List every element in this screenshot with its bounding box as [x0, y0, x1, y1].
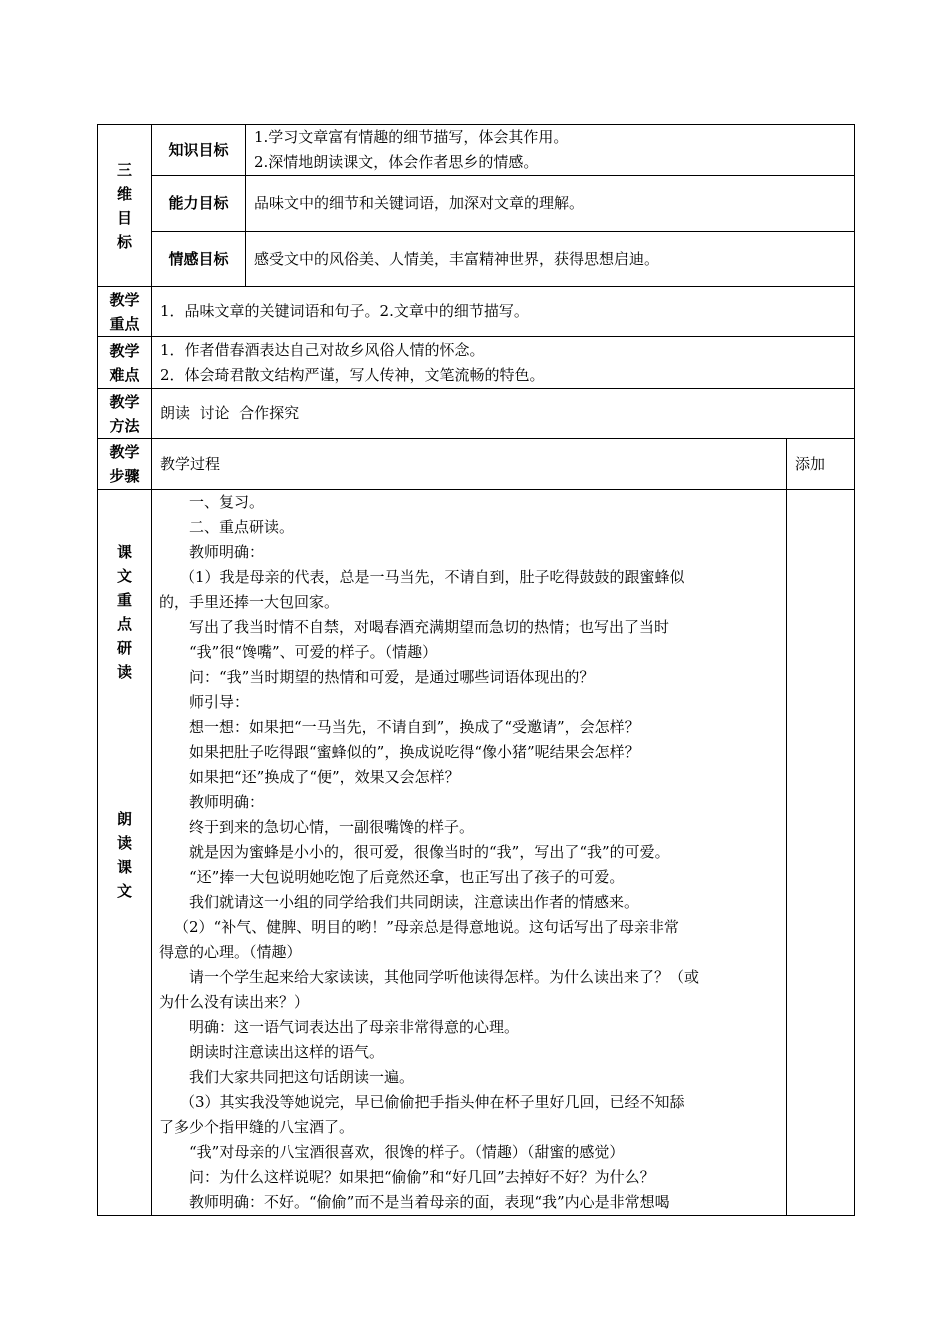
methods-label	[98, 389, 152, 439]
knowledge-objective-line: 1.学习文章富有情趣的细节描写，体会其作用。	[254, 128, 569, 146]
knowledge-objective-content	[246, 125, 855, 176]
steps-label-part: 教学	[109, 443, 140, 461]
steps-label-part: 步骤	[109, 467, 140, 485]
process-line: 请一个学生起来给大家读读，其他同学听他读得怎样。为什么读出来了？（或	[189, 968, 700, 986]
key-points-row	[98, 287, 855, 337]
key-points-content	[152, 287, 855, 337]
side-label-char: 文	[116, 567, 132, 585]
steps-label	[98, 439, 152, 490]
knowledge-objective-label: 知识目标	[152, 125, 246, 176]
objectives-label-char: 目	[116, 208, 132, 227]
side-label-char: 朗	[116, 810, 132, 828]
methods-row	[98, 389, 855, 439]
process-line: 我们大家共同把这句话朗读一遍。	[189, 1068, 415, 1086]
objectives-label-char: 维	[116, 184, 132, 203]
lesson-plan-page	[97, 124, 854, 1212]
difficulties-content	[152, 337, 855, 389]
process-line: 师引导：	[189, 693, 250, 711]
process-line: “我”很“馋嘴”、可爱的样子。（情趣）	[189, 643, 438, 661]
process-line: “我”对母亲的八宝酒很喜欢，很馋的样子。（情趣）（甜蜜的感觉）	[189, 1143, 625, 1161]
process-line: （3）其实我没等她说完，早已偷偷把手指头伸在杯子里好几回，已经不知舔	[180, 1093, 685, 1111]
emotion-objective-content	[246, 232, 855, 287]
objective-row-knowledge	[98, 125, 855, 176]
process-line: 的，手里还捧一大包回家。	[159, 593, 340, 611]
process-line: （2）“补气、健脾、明目的哟！”母亲总是得意地说。这句话写出了母亲非常	[174, 918, 679, 936]
objectives-label-char: 标	[116, 232, 132, 251]
process-line: 为什么没有读出来？）	[159, 993, 310, 1011]
knowledge-objective-line: 2.深情地朗读课文，体会作者思乡的情感。	[254, 153, 539, 171]
steps-header-row	[98, 439, 855, 490]
process-line: 了多少个指甲缝的八宝酒了。	[159, 1118, 355, 1136]
side-label-study	[98, 540, 151, 684]
side-label-char: 课	[116, 543, 132, 561]
process-line: 我们就请这一小组的同学给我们共同朗读，注意读出作者的情感来。	[189, 893, 640, 911]
process-line: 朗读时注意读出这样的语气。	[189, 1043, 385, 1061]
process-line: 问：“我”当时期望的热情和可爱，是通过哪些词语体现出的？	[189, 668, 595, 686]
process-lines	[159, 490, 778, 1215]
objectives-group-label	[98, 125, 152, 287]
add-column-cell	[787, 490, 855, 1216]
side-label-char: 研	[116, 639, 132, 657]
side-label-char: 课	[116, 858, 132, 876]
ability-objective-label: 能力目标	[152, 176, 246, 232]
process-line: 就是因为蜜蜂是小小的，很可爱，很像当时的“我”，写出了“我”的可爱。	[189, 843, 670, 861]
key-points-label	[98, 287, 152, 337]
process-line: 如果把“还”换成了“便”，效果又会怎样？	[189, 768, 460, 786]
process-line: 二、重点研读。	[189, 518, 295, 536]
process-line: 一、复习。	[189, 493, 265, 511]
process-line: 教师明确：	[189, 793, 265, 811]
process-body-row	[98, 490, 855, 1216]
side-label-char: 读	[116, 663, 132, 681]
process-body	[152, 490, 787, 1216]
objective-row-emotion	[98, 232, 855, 287]
emotion-objective-line: 感受文中的风俗美、人情美，丰富精神世界，获得思想启迪。	[254, 249, 660, 268]
process-line: 明确：这一语气词表达出了母亲非常得意的心理。	[189, 1018, 520, 1036]
process-line: 教师明确：	[189, 543, 265, 561]
side-label-char: 读	[116, 834, 132, 852]
emotion-objective-label: 情感目标	[152, 232, 246, 287]
difficulties-label	[98, 337, 152, 389]
process-line: 想一想：如果把“一马当先，不请自到”，换成了“受邀请”，会怎样？	[189, 718, 640, 736]
process-header: 教学过程	[152, 439, 787, 490]
process-line: 教师明确：不好。“偷偷”而不是当着母亲的面，表现“我”内心是非常想喝	[189, 1193, 670, 1211]
add-header: 添加	[787, 439, 855, 490]
process-line: 写出了我当时情不自禁，对喝春酒充满期望而急切的热情；也写出了当时	[189, 618, 670, 636]
process-line: 得意的心理。（情趣）	[159, 943, 302, 961]
key-points-label-part: 教学	[109, 290, 140, 309]
ability-objective-line: 品味文中的细节和关键词语，加深对文章的理解。	[254, 194, 585, 212]
difficulties-label-part: 难点	[109, 365, 140, 384]
difficulties-line: 2．体会琦君散文结构严谨，写人传神，文笔流畅的特色。	[160, 365, 545, 384]
difficulties-label-part: 教学	[109, 341, 140, 360]
process-line: 问：为什么这样说呢？如果把“偷偷”和“好几回”去掉好不好？为什么？	[189, 1168, 655, 1186]
difficulties-line: 1．作者借春酒表达自己对故乡风俗人情的怀念。	[160, 340, 485, 359]
lesson-plan-table	[97, 124, 855, 1216]
process-line: 如果把肚子吃得跟“蜜蜂似的”，换成说吃得“像小猪”呢结果会怎样？	[189, 743, 640, 761]
side-labels-cell	[98, 490, 152, 1216]
methods-content: 朗读 讨论 合作探究	[152, 389, 855, 439]
objective-row-ability	[98, 176, 855, 232]
ability-objective-content	[246, 176, 855, 232]
difficulties-row	[98, 337, 855, 389]
key-points-line: 1．品味文章的关键词语和句子。2.文章中的细节描写。	[160, 302, 529, 320]
key-points-label-part: 重点	[109, 314, 140, 333]
side-label-reading	[98, 807, 151, 903]
side-label-char: 文	[116, 882, 132, 900]
methods-label-part: 方法	[109, 416, 140, 435]
methods-label-part: 教学	[109, 392, 140, 411]
side-label-char: 重	[116, 591, 132, 609]
side-label-char: 点	[116, 615, 132, 633]
process-line: （1）我是母亲的代表，总是一马当先，不请自到，肚子吃得鼓鼓的跟蜜蜂似	[180, 568, 685, 586]
process-line: “还”捧一大包说明她吃饱了后竟然还拿，也正写出了孩子的可爱。	[189, 868, 625, 886]
process-line: 终于到来的急切心情，一副很嘴馋的样子。	[189, 818, 475, 836]
objectives-label-char: 三	[116, 160, 132, 179]
